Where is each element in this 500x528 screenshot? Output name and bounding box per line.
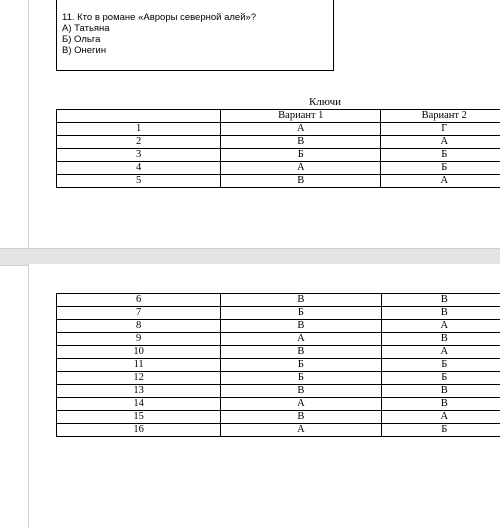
variant1-cell: А [221, 424, 381, 437]
number-cell: 13 [57, 385, 221, 398]
table-row [57, 359, 500, 372]
variant2-cell: В [381, 333, 500, 346]
variant1-cell: В [221, 294, 381, 307]
variant1-cell: А [221, 162, 381, 175]
number-cell: 11 [57, 359, 221, 372]
variant1-cell: В [221, 175, 381, 188]
number-cell: 15 [57, 411, 221, 424]
number-cell: 2 [57, 136, 221, 149]
variant1-cell: Б [221, 359, 381, 372]
variant1-cell: В [221, 320, 381, 333]
number-cell: 5 [57, 175, 221, 188]
variant1-cell: В [221, 346, 381, 359]
table-row [57, 320, 500, 333]
number-cell: 9 [57, 333, 221, 346]
variant1-cell: А [221, 123, 381, 136]
table-row [57, 424, 500, 437]
table-row [57, 398, 500, 411]
number-cell: 4 [57, 162, 221, 175]
answer-key-table-2 [56, 293, 500, 437]
variant2-cell: А [381, 136, 500, 149]
variant2-cell: А [381, 346, 500, 359]
variant2-cell: Б [381, 149, 500, 162]
number-cell: 12 [57, 372, 221, 385]
table-row [57, 123, 500, 136]
variant2-cell: В [381, 385, 500, 398]
variant2-cell: В [381, 294, 500, 307]
table-row [57, 333, 500, 346]
number-cell: 14 [57, 398, 221, 411]
number-cell: 16 [57, 424, 221, 437]
variant1-cell: А [221, 333, 381, 346]
table-row [57, 175, 500, 188]
variant2-cell: Г [381, 123, 500, 136]
variant2-cell: В [381, 398, 500, 411]
table-row [57, 149, 500, 162]
variant1-cell: В [221, 385, 381, 398]
number-cell: 8 [57, 320, 221, 333]
option-a: А) Татьяна [62, 23, 110, 34]
answer-key-table-1 [56, 109, 500, 188]
number-cell: 10 [57, 346, 221, 359]
header-cell: Вариант 2 [381, 110, 500, 123]
number-cell: 6 [57, 294, 221, 307]
table-row [57, 136, 500, 149]
table-header-row [57, 110, 500, 123]
table-row [57, 162, 500, 175]
variant2-cell: Б [381, 359, 500, 372]
variant1-cell: Б [221, 307, 381, 320]
variant1-cell: В [221, 136, 381, 149]
variant2-cell: Б [381, 162, 500, 175]
number-cell: 1 [57, 123, 221, 136]
number-cell: 7 [57, 307, 221, 320]
variant2-cell: А [381, 175, 500, 188]
table-row [57, 411, 500, 424]
table-row [57, 307, 500, 320]
variant2-cell: Б [381, 372, 500, 385]
keys-title: Ключи [308, 96, 342, 108]
question-block [62, 12, 332, 56]
option-b: Б) Ольга [62, 34, 101, 45]
table-row [57, 346, 500, 359]
variant1-cell: А [221, 398, 381, 411]
variant1-cell: Б [221, 372, 381, 385]
variant2-cell: В [381, 307, 500, 320]
option-c: В) Онегин [62, 45, 107, 56]
table-row [57, 385, 500, 398]
variant1-cell: В [221, 411, 381, 424]
variant2-cell: А [381, 320, 500, 333]
header-cell [57, 110, 221, 123]
header-cell: Вариант 1 [221, 110, 381, 123]
table-row [57, 372, 500, 385]
table-row [57, 294, 500, 307]
variant2-cell: Б [381, 424, 500, 437]
question-title: 11. Кто в романе «Авроры северной алей»? [62, 12, 257, 23]
number-cell: 3 [57, 149, 221, 162]
variant1-cell: Б [221, 149, 381, 162]
variant2-cell: А [381, 411, 500, 424]
